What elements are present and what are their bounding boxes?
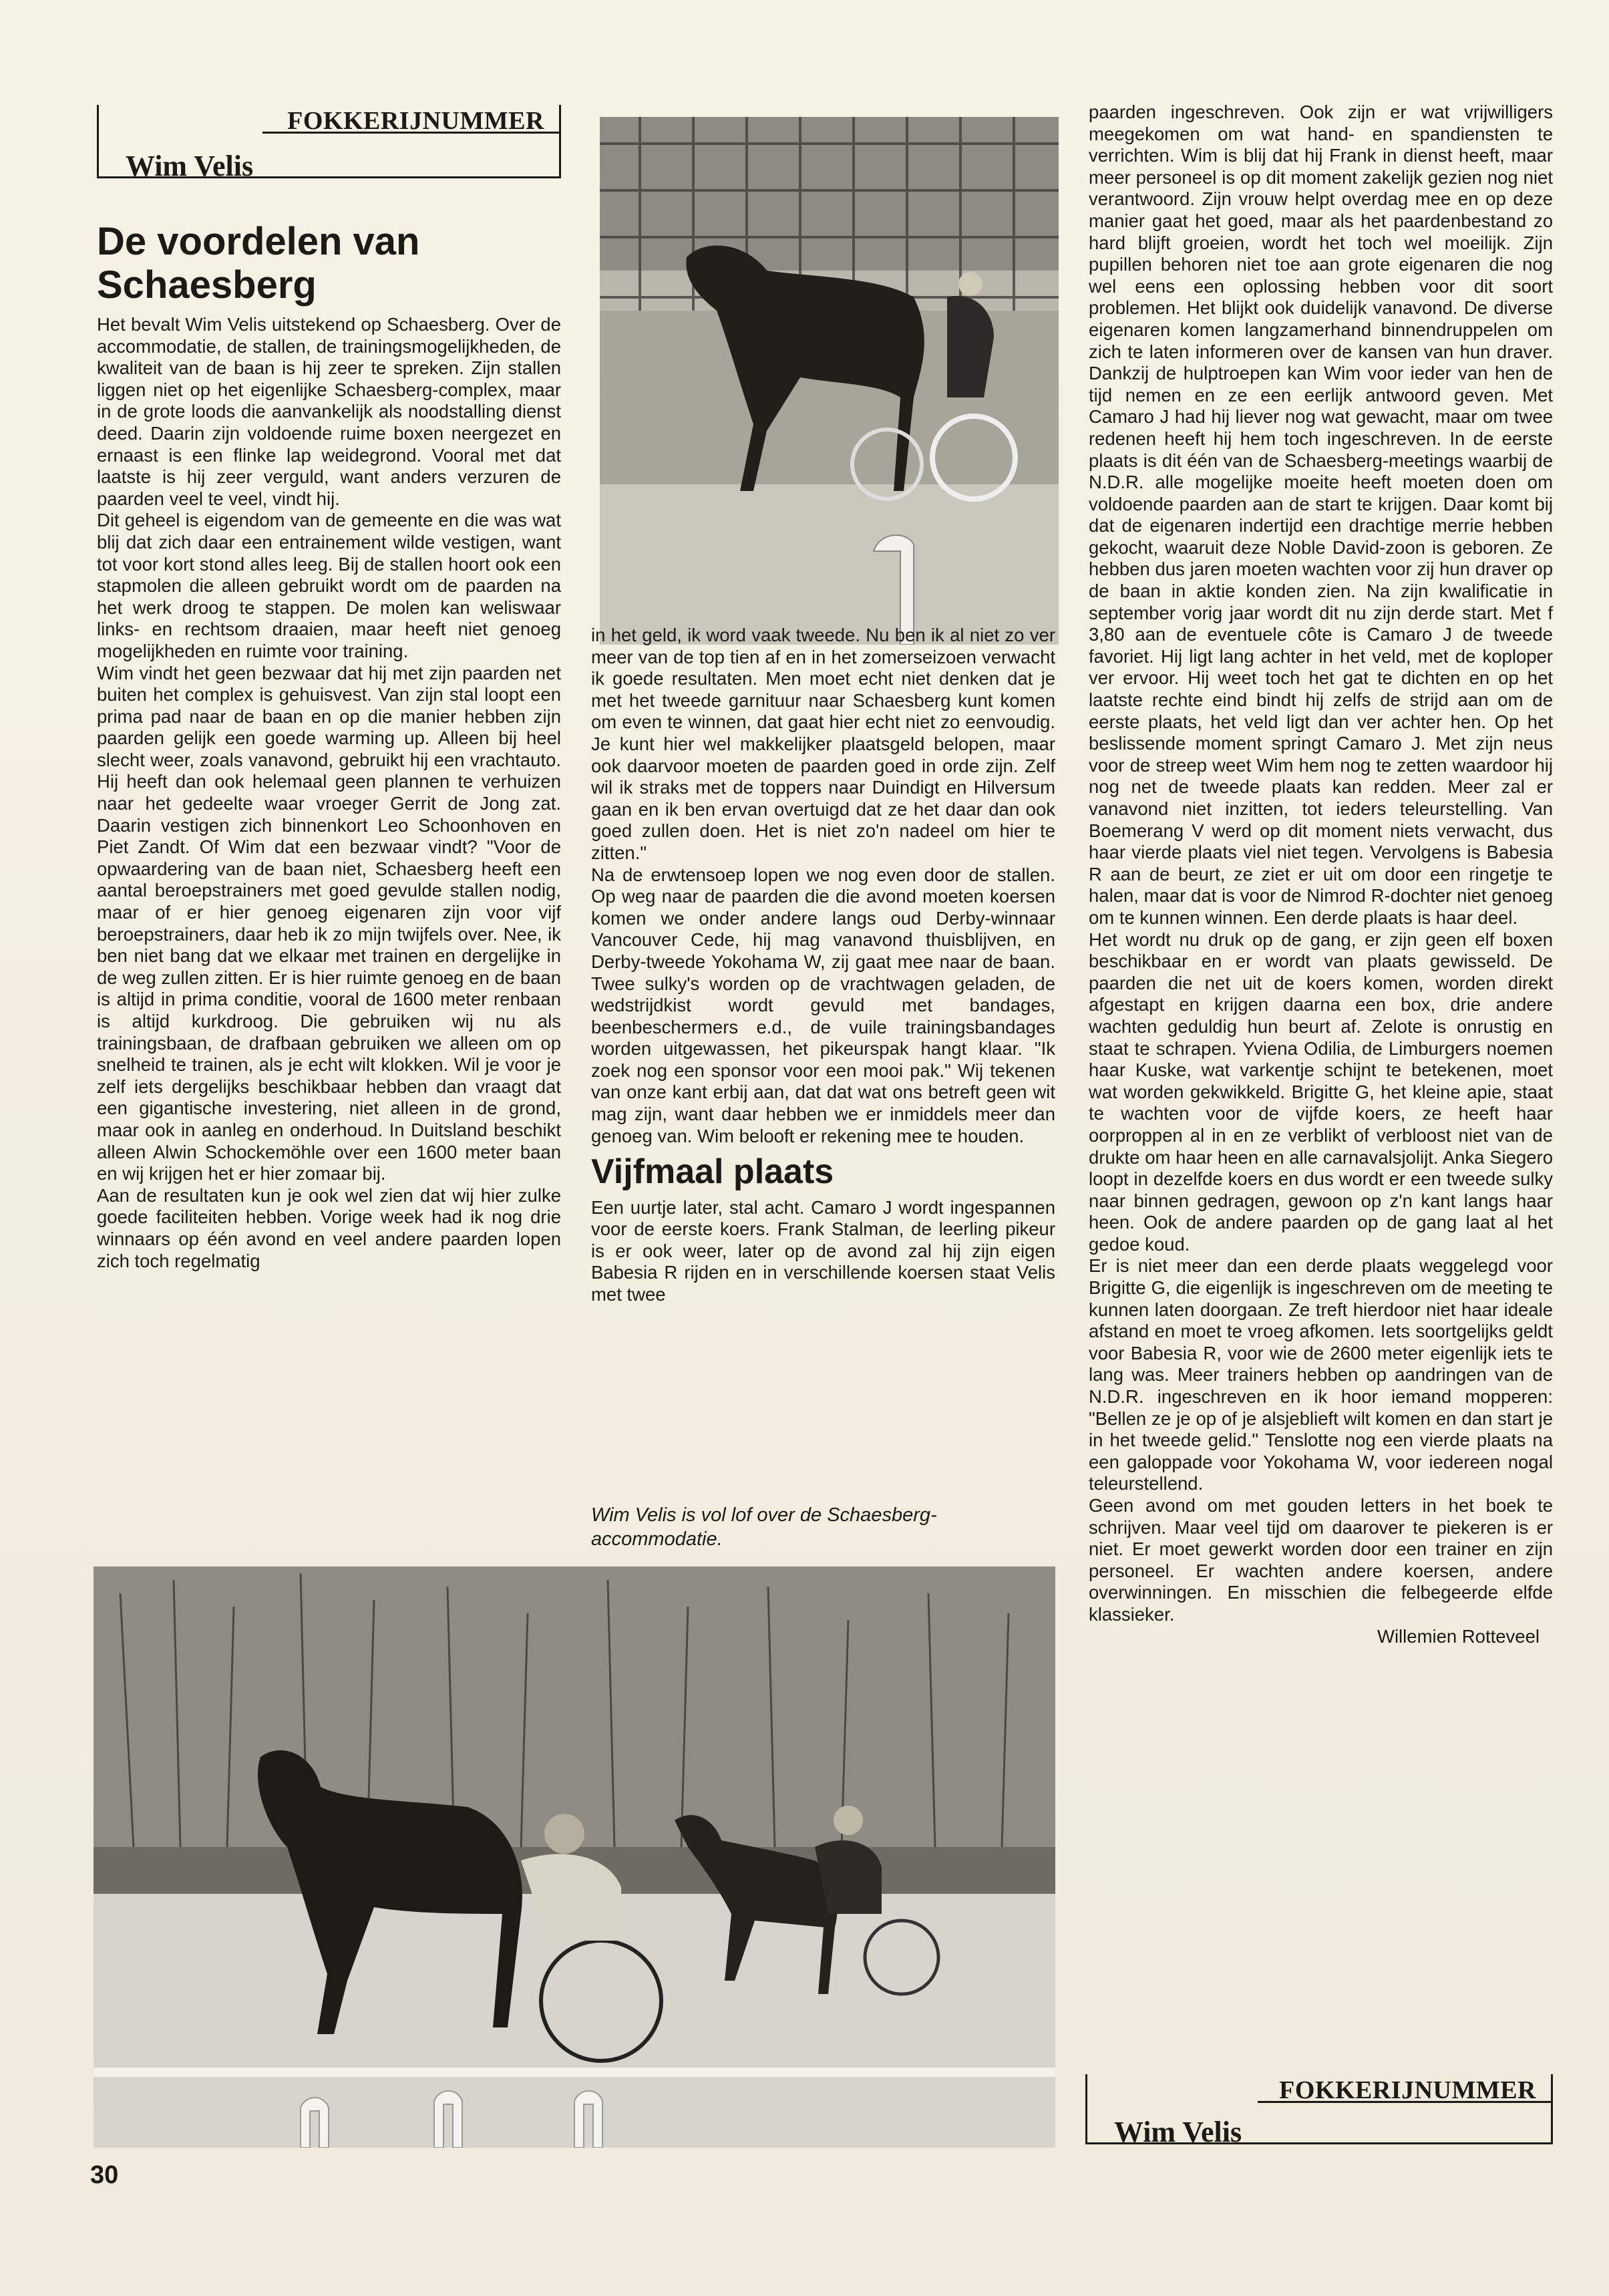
header-rule — [1258, 2101, 1551, 2103]
header-rule — [262, 132, 559, 134]
paragraph: Geen avond om met gouden letters in het boek te schrijven. Maar veel tijd om daarover te piekeren is er niet. Er moet gewerkt worden door een trainer en zijn personeel. Er wachten andere koersen, andere overwinningen. En misschien die felbegeerde elfde klassieker. — [1089, 1495, 1553, 1625]
section-kicker: FOKKERIJNUMMER — [287, 107, 544, 135]
section-kicker: FOKKERIJNUMMER — [1279, 2076, 1536, 2104]
photo-grandstand-horse — [600, 117, 1059, 645]
article-column-2 — [591, 625, 1055, 1483]
article-headline: De voordelen van Schaesberg — [97, 220, 420, 307]
article-author: Willemien Rotteveel — [1377, 1625, 1540, 1647]
section-header-top — [97, 105, 561, 182]
article-column-1 — [97, 314, 561, 1556]
article-column-3 — [1089, 102, 1553, 2049]
paragraph: Aan de resultaten kun je ook wel zien dat wij hier zulke goede faciliteiten hebben. Vorige week had ik nog drie winnaars op één avond en veel andere paarden lopen zich toch regelmatig — [97, 1184, 561, 1271]
page-number: 30 — [90, 2161, 119, 2189]
section-name: Wim Velis — [1114, 2116, 1242, 2148]
paragraph: Na de erwtensoep lopen we nog even door de stallen. Op weg naar de paarden die die avond moeten koersen komen we onder andere langs oud Derby-winnaar Vancouver Cede, hij mag vanavond thuisblijven, en Derby-tweede Yokohama W, zij gaat mee naar de baan. Twee sulky's worden op de vrachtwagen geladen, de wedstrijdkist wordt gevuld met bandages, beenbeschermers e.d., de vuile trainingsbandages worden uitgewassen, het pikeurspak hangt klaar. "Ik zoek nog een sponsor voor een mooi pak." Wij tekenen van onze kant erbij aan, dat dat wat ons betreft geen wit mag zijn, want daar hebben we er inmiddels meer dan genoeg van. Wim belooft er rekening mee te houden. — [591, 864, 1055, 1146]
paragraph: Dit geheel is eigendom van de gemeente en die was wat blij dat zich daar een entrainement wilde vestigen, want tot voor kort stond alles leeg. Bij de stallen hoort ook een stapmolen die alleen gebruikt wordt om de paarden na het werk droog te stappen. De molen kan weliswaar links- en rechtsom draaien, maar heeft niet genoeg mogelijkheden en ruimte voor training. — [97, 510, 561, 661]
paragraph: Er is niet meer dan een derde plaats weggelegd voor Brigitte G, die eigenlijk is ingeschreven om de meeting te kunnen laten doorgaan. Ze treft hierdoor niet haar ideale afstand en moet te vroeg afkomen. Iets soortgelijks geldt voor Babesia R, voor wie de 2600 meter eigenlijk iets te lang was. Meer trainers hebben op aandringen van de N.D.R. ingeschreven en ik hoor iemand mopperen: "Bellen ze je op of je alsjeblieft wilt komen en dan start je in het tweede gelid." Tenslotte nog een vierde plaats na een galoppade voor Yokohama W, voor iedereen nogal teleurstellend. — [1089, 1255, 1553, 1494]
paragraph: Het bevalt Wim Velis uitstekend op Schaesberg. Over de accommodatie, de stallen, de trainingsmogelijkheden, de kwaliteit van de baan is hij zeer te spreken. Zijn stallen liggen niet op het eigenlijke Schaesberg-complex, maar in de grote loods die aanvankelijk als noodstalling dienst deed. Daarin zijn voldoende ruime boxen neergezet en ernaast is een flinke lap weidegrond. Vooral met dat laatste is hij zeer verguld, want anders verzuren de paarden veel te veel, vindt hij. — [97, 314, 561, 509]
section-header-bottom — [1085, 2074, 1553, 2148]
photo-trotting-race — [94, 1567, 1055, 2148]
paragraph: in het geld, ik word vaak tweede. Nu ben ik al niet zo ver meer van de top tien af en in het zomerseizoen verwacht ik goede resultaten. Men moet echt niet denken dat je met het tweede garnituur naar Schaesberg kunt komen om even te winnen, dat gaat hier echt niet zo eenvoudig. Je kunt hier wel makkelijker plaatsgeld belopen, maar ook daarvoor moeten de paarden goed in orde zijn. Zelf wil ik straks met de toppers naar Duindigt en Hilversum gaan en ik ben ervan overtuigd dat ze het daar dan ook goed zullen doen. Het is niet zo'n nadeel om hier te zitten." — [591, 625, 1055, 863]
section-name: Wim Velis — [126, 150, 254, 182]
paragraph: paarden ingeschreven. Ook zijn er wat vrijwilligers meegekomen om wat hand- en spandiensten te verrichten. Wim is blij dat hij Frank in dienst heeft, maar meer personeel is op dit moment zakelijk gezien nog niet verantwoord. Zijn vrouw helpt overdag mee en op deze manier gaat het goed, maar als het paardenbestand zo hard blijft groeien, wordt het toch wel moeilijk. Zijn pupillen behoren niet toe aan grote eigenaren die nog wel eens een oplossing hebben voor dit soort problemen. Het blijkt ook duidelijk vanavond. De diverse eigenaren komen langzamerhand binnendruppelen om zich te laten informeren over de kansen van hun draver. Dankzij de hulptroepen kan Wim voor ieder van hen de tijd nemen en ze een eerlijk antwoord geven. Met Camaro J had hij liever nog wat gewacht, maar om twee redenen heeft hij hem toch ingeschreven. In de eerste plaats is dit één van de Schaesberg-meetings waarbij de N.D.R. alle mogelijke moeite heeft moeten doen om voldoende paarden aan de start te krijgen. Daar komt bij dat de eigenaren indertijd een drachtige merrie hebben gekocht, waaruit deze Noble David-zoon is geboren. Ze hebben dus jaren moeten wachten voor zij hun draver op de baan in aktie konden zien. Na zijn kwalificatie in september vorig jaar wordt dit nu zijn derde start. Met f 3,80 aan de eventuele côte is Camaro J de tweede favoriet. Hij ligt lang achter in het veld, met de koploper ver ervoor. Hij weet toch het gat te dichten en op het laatste rechte eind bindt hij zelfs de strijd aan om de eerste plaats, het veld ligt dan ver achter hen. Op het beslissende moment springt Camaro J. Met zijn neus voor de streep weet Wim hem nog te zetten waardoor hij nog net de tweede plaats kan redden. Meer zal er vanavond niet inzitten, tot ieders teleurstelling. Van Boemerang V werd op dit moment niets verwacht, dus haar vierde plaats viel niet tegen. Vervolgens is Babesia R aan de beurt, ze ziet er uit om door een ringetje te halen, maar dat is voor de Nimrod R-dochter niet genoeg om te kunnen winnen. Een derde plaats is haar deel. — [1089, 102, 1553, 928]
section-subheading: Vijfmaal plaats — [591, 1152, 834, 1192]
photo-caption: Wim Velis is vol lof over de Schaesberg-accommodatie. — [591, 1504, 937, 1550]
paragraph: Wim vindt het geen bezwaar dat hij met zijn paarden net buiten het complex is gehuisvest. Van zijn stal loopt een prima pad naar de baan en op die manier hebben zijn paarden gelijk een goede warming up. Alleen bij heel slecht weer, zoals vanavond, gebruikt hij een vrachtauto. Hij heeft dan ook helemaal geen plannen te verhuizen naar het gedeelte waar vroeger Gerrit de Jong zat. Daarin vestigen zich binnenkort Leo Schoonhoven en Piet Zandt. Of Wim dat een bezwaar vindt? "Voor de opwaardering van de baan niet, Schaesberg heeft een aantal beroepstrainers met goed gevulde stallen nodig, maar of er hier genoeg eigenaren zijn voor vijf beroepstrainers, daar heb ik zo mijn twijfels over. Nee, ik ben niet bang dat we elkaar met trainen en dergelijke in de weg zullen zitten. Er is hier ruimte genoeg en de baan is altijd in prima conditie, vooral de 1600 meter renbaan is altijd kurkdroog. Die gebruiken wij nu als trainingsbaan, de drafbaan gebruiken we alleen om op snelheid te trainen, als je echt wilt klokken. Wil je voor je zelf iets dergelijks beschikbaar hebben dan vraagt dat een gigantische investering, niet alleen in de grond, maar ook in aanleg en onderhoud. In Duitsland beschikt alleen Alwin Schockemöhle over een 1600 meter baan en wij krijgen het er hier zomaar bij. — [97, 662, 561, 1184]
photo-race-image — [94, 1567, 1055, 2148]
paragraph: Een uurtje later, stal acht. Camaro J wordt ingespannen voor de eerste koers. Frank Stalman, de leerling pikeur is er ook weer, later op de avond zal hij zijn eigen Babesia R rijden en in verschillende koersen staat Velis met twee — [591, 1196, 1055, 1305]
photo-grandstand-image — [600, 117, 1059, 645]
paragraph: Het wordt nu druk op de gang, er zijn geen elf boxen beschikbaar en er wordt van plaats gewisseld. De paarden die net uit de koers komen, worden direkt afgestapt en krijgen daarna een box, drie andere wachten geduldig hun beurt af. Zelote is onrustig en staat te schrapen. Yviena Odilia, de Limburgers noemen haar Kuske, wat varkentje schijnt te betekenen, moet wat worden gekwikkeld. Brigitte G, het kleine apie, staat te wachten voor de vijfde koers, ze heeft haar oorproppen al in en ze verblikt of verbloost niet van de drukte om haar heen en alle carnavalsjolijt. Anka Siegero loopt in dezelfde koers en dus wordt er een tweede sulky naar binnen gedragen, gewoon op z'n kant langs haar heen. Ook de andere paarden op de gang laat al het gedoe koud. — [1089, 929, 1553, 1255]
